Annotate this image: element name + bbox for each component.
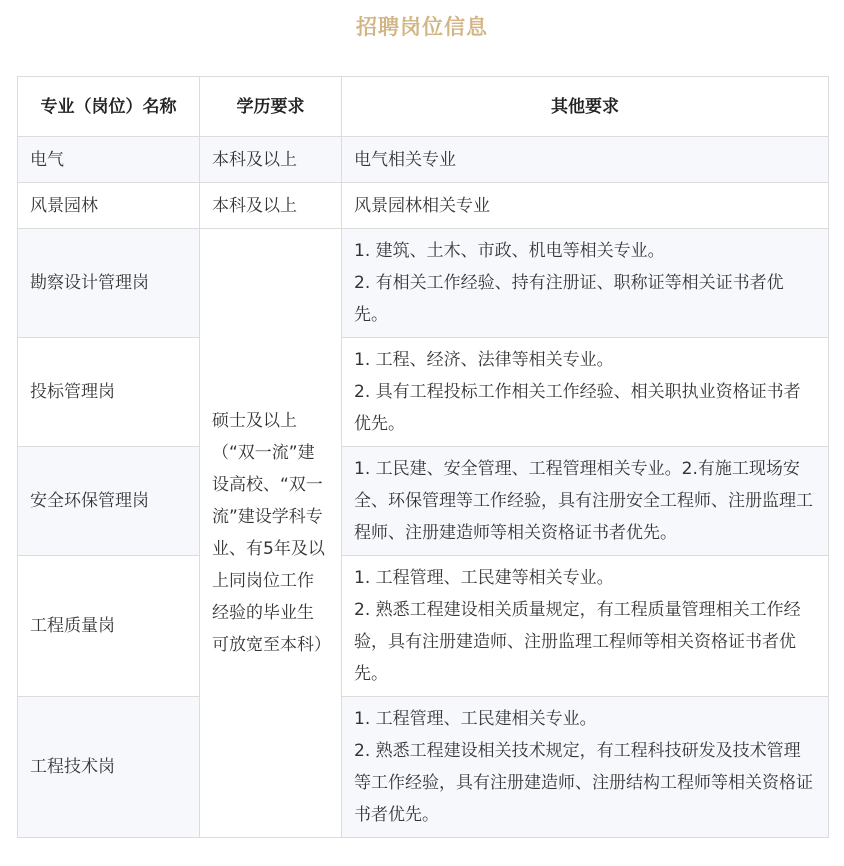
other-requirements-cell: 1. 建筑、土木、市政、机电等相关专业。 2. 有相关工作经验、持有注册证、职称证等相关证书者优先。 xyxy=(342,229,829,338)
other-requirements-cell: 风景园林相关专业 xyxy=(342,183,829,229)
other-requirements-cell: 1. 工民建、安全管理、工程管理相关专业。2.有施工现场安全、环保管理等工作经验，具有注册安全工程师、注册监理工程师、注册建造师等相关资格证书者优先。 xyxy=(342,447,829,556)
other-requirements-cell: 1. 工程管理、工民建等相关专业。 2. 熟悉工程建设相关质量规定，有工程质量管理相关工作经验，具有注册建造师、注册监理工程师等相关资格证书者优先。 xyxy=(342,556,829,697)
table-row xyxy=(18,137,829,183)
position-cell: 勘察设计管理岗 xyxy=(18,229,200,338)
table-row xyxy=(18,338,829,447)
other-requirements-cell: 1. 工程管理、工民建相关专业。 2. 熟悉工程建设相关技术规定，有工程科技研发及技术管理等工作经验，具有注册建造师、注册结构工程师等相关资格证书者优先。 xyxy=(342,697,829,838)
table-row xyxy=(18,447,829,556)
position-cell: 安全环保管理岗 xyxy=(18,447,200,556)
table-row xyxy=(18,229,829,338)
table-row xyxy=(18,183,829,229)
header-other: 其他要求 xyxy=(342,77,829,137)
job-table xyxy=(17,76,829,838)
education-cell: 本科及以上 xyxy=(200,183,342,229)
header-position: 专业（岗位）名称 xyxy=(18,77,200,137)
page-title: 招聘岗位信息 xyxy=(356,15,488,39)
other-requirements-cell: 电气相关专业 xyxy=(342,137,829,183)
position-cell: 工程质量岗 xyxy=(18,556,200,697)
other-requirements-cell: 1. 工程、经济、法律等相关专业。 2. 具有工程投标工作相关工作经验、相关职执业资格证书者优先。 xyxy=(342,338,829,447)
position-cell: 工程技术岗 xyxy=(18,697,200,838)
merged-education-cell: 硕士及以上（“双一流”建设高校、“双一流”建设学科专业、有5年及以上同岗位工作经验的毕业生可放宽至本科） xyxy=(200,229,342,838)
education-cell: 本科及以上 xyxy=(200,137,342,183)
table-row xyxy=(18,697,829,838)
position-cell: 电气 xyxy=(18,137,200,183)
position-cell: 投标管理岗 xyxy=(18,338,200,447)
header-education: 学历要求 xyxy=(200,77,342,137)
table-header-row xyxy=(18,77,829,137)
position-cell: 风景园林 xyxy=(18,183,200,229)
table-row xyxy=(18,556,829,697)
